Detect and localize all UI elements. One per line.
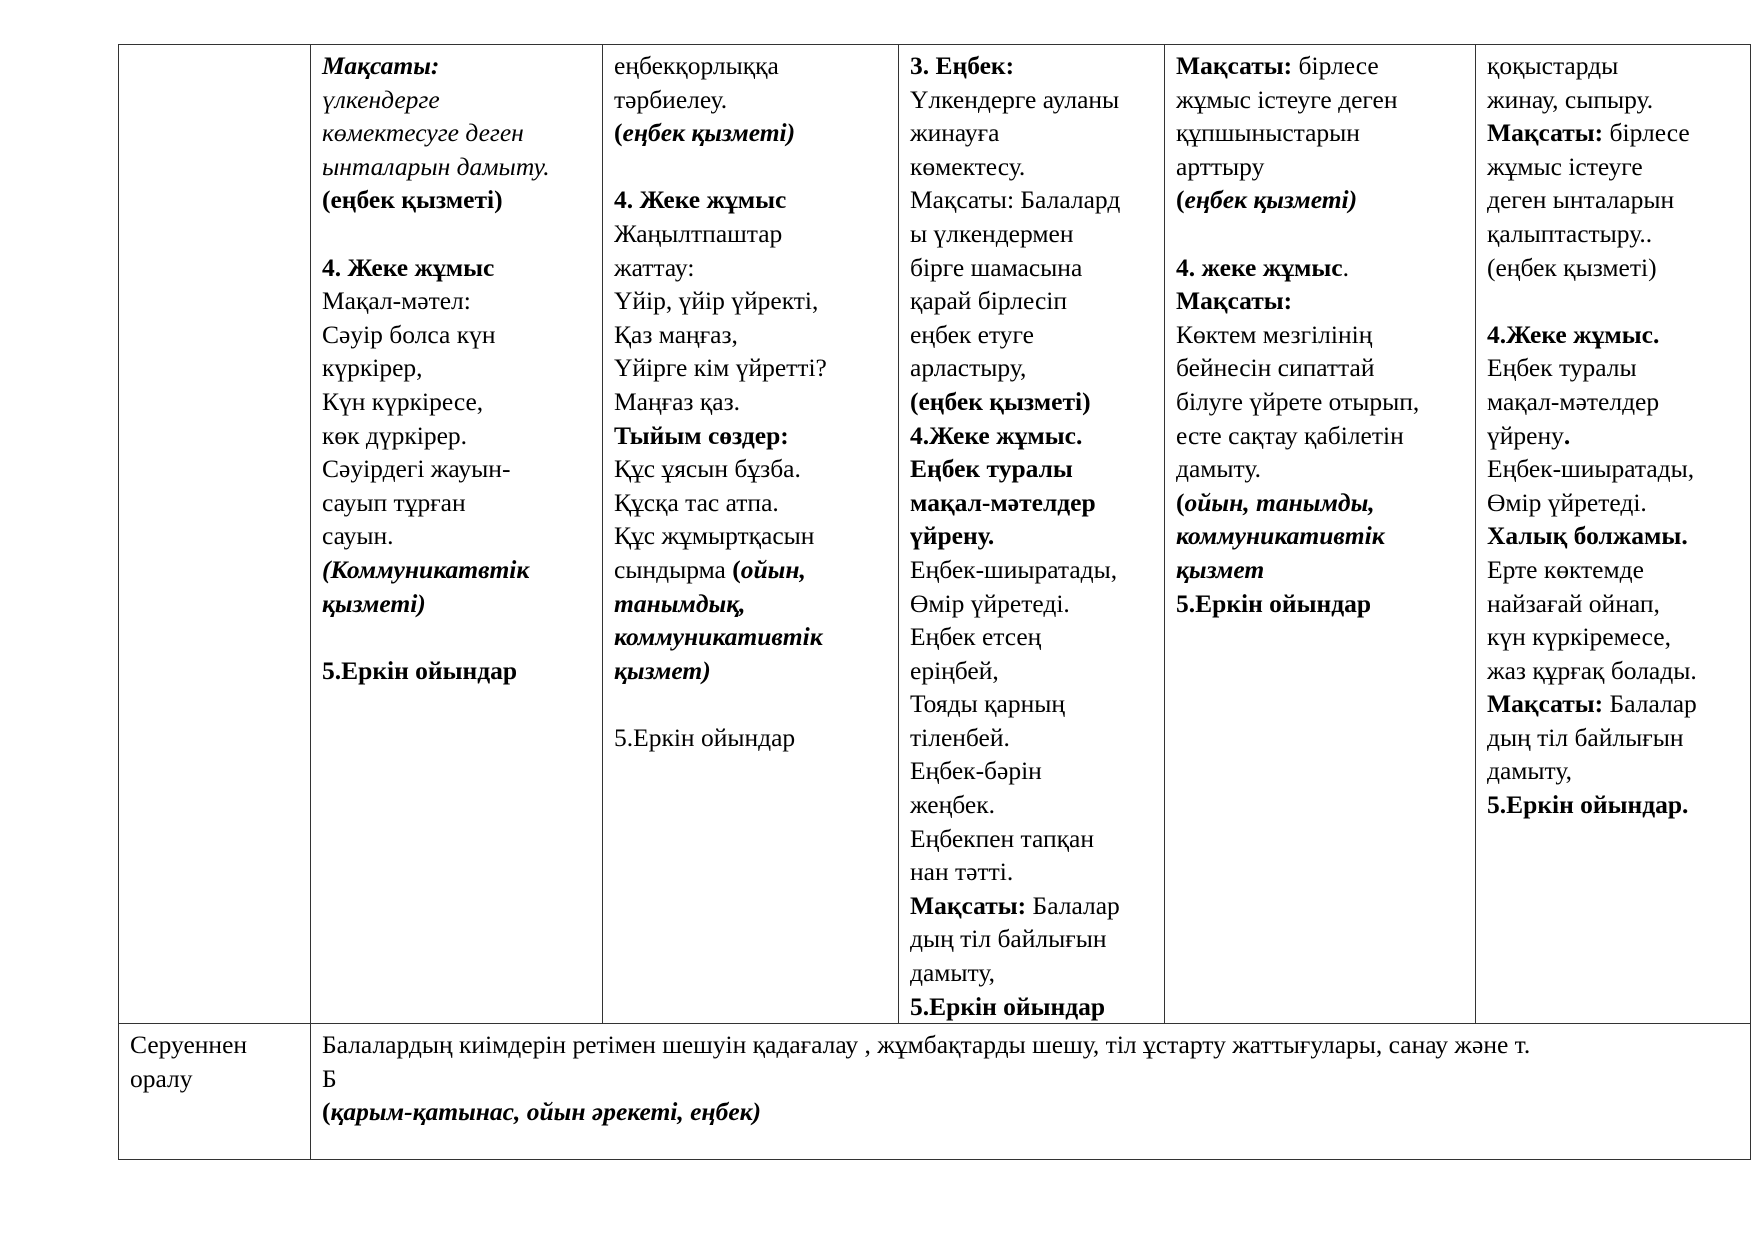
text-line [910,687,1155,721]
text-run: қызметі) [322,588,426,618]
text-run: дың тіл байлығын [910,924,1107,954]
activity-cell-1 [311,45,603,1024]
text-run: Еңбек-шиыратады, [910,554,1118,584]
text-line [910,889,1155,923]
text-line [1176,519,1466,553]
text-line [322,486,593,520]
text-line [1176,284,1466,318]
text-line [322,183,593,217]
text-run: арластыру, [910,353,1027,383]
text-run: Өмір үйретеді. [910,588,1070,618]
text-line [910,284,1155,318]
text-line [910,183,1155,217]
text-run: (еңбек қызметі) [322,185,503,215]
text-line [614,486,889,520]
text-line [910,788,1155,822]
text-line [1176,83,1466,117]
text-line [322,1028,1741,1062]
text-line [1176,251,1466,285]
text-line [910,486,1155,520]
text-line [1176,318,1466,352]
text-run: Мақсаты: [1487,118,1604,148]
text-line [614,620,889,654]
row-label-line: оралу [130,1063,193,1093]
text-run: Сәуірдегі жауын- [322,454,511,484]
text-run: Еңбек-бәрін [910,756,1042,786]
text-line [1487,419,1741,453]
text-line [614,587,889,621]
text-run: қызмет [1176,554,1265,584]
text-line [614,83,889,117]
text-line [910,587,1155,621]
text-line [910,83,1155,117]
text-run: қарай бірлесіп [910,286,1067,316]
text-line [322,49,593,83]
activity-cell-2 [603,45,899,1024]
text-line [614,251,889,285]
text-run: жаттау: [614,252,695,282]
text-run: қарым-қатынас, ойын әрекеті, еңбек) [330,1097,762,1127]
text-run: Еңбек етсең [910,622,1042,652]
text-line [1176,150,1466,184]
text-line [322,654,593,688]
text-run: Еңбек туралы [910,454,1073,484]
text-line [910,654,1155,688]
return-from-walk-content-cell [311,1024,1751,1160]
text-run: үлкендерге [322,84,440,114]
text-run: күркірер, [322,353,423,383]
text-run: Мақсаты: [322,51,440,80]
text-run: Құсқа тас атпа. [614,487,779,517]
text-run: Мақсаты: [1176,286,1293,316]
text-line [1176,486,1466,520]
text-run: ойын, [740,554,806,584]
text-line [1487,150,1741,184]
text-run: Еңбек-шиыратады, [1487,454,1695,484]
text-line [322,553,593,587]
text-line [910,721,1155,755]
text-run: (еңбек қызметі) [910,386,1091,416]
text-run: нан тәтті. [910,857,1014,887]
text-line [1176,452,1466,486]
text-run: қалыптастыру.. [1487,218,1653,248]
text-run: Б [322,1063,337,1093]
text-line [1487,217,1741,251]
row-label-line: Серуеннен [130,1030,248,1060]
text-run: тіленбей. [910,722,1010,752]
text-run: . [1342,252,1349,282]
text-run: Үйірге кім үйретті? [614,353,827,383]
text-line [614,553,889,587]
text-line [1487,754,1741,788]
text-line [614,217,889,251]
text-line [910,990,1155,1024]
text-run: бірге шамасына [910,252,1083,282]
text-run: 4. Жеке жұмыс [614,185,787,215]
text-run: 5.Еркін ойындар [1176,588,1372,618]
text-run: білуге үйрете отырып, [1176,386,1420,416]
text-run: Мақсаты: [1487,689,1604,719]
text-run: ойын, танымды, [1184,487,1375,517]
text-line [614,452,889,486]
text-run: мақал-мәтелдер [910,487,1096,517]
text-run: коммуникативтік [614,622,823,652]
text-line [322,587,593,621]
text-run: арттыру [1176,151,1265,181]
text-run: Балалар [1026,890,1120,920]
text-run: ( [1176,185,1185,215]
text-line [322,217,593,251]
text-run: (еңбек қызметі) [1487,252,1657,282]
text-run: Мақсаты: [910,890,1027,920]
text-run: 3. Еңбек: [910,51,1015,80]
text-run: құпшыныстарын [1176,118,1360,148]
activity-cell-3 [899,45,1165,1024]
text-line [910,855,1155,889]
row-label-cell-empty [119,45,311,1024]
text-line [910,519,1155,553]
text-line [322,452,593,486]
text-line [614,49,889,83]
text-line [614,519,889,553]
text-line [1176,385,1466,419]
text-run: ы үлкендермен [910,218,1074,248]
text-run: 5.Еркін ойындар [322,655,518,685]
text-line [322,385,593,419]
text-line [1176,419,1466,453]
table-row-activities [119,45,1751,1024]
text-line [1176,553,1466,587]
text-run: үйрену. [910,521,995,551]
text-line [1487,284,1741,318]
text-run: Мақсаты: Балалард [910,185,1121,215]
text-line [322,251,593,285]
text-run: коммуникативтік [1176,521,1385,551]
text-run: Тыйым сөздер: [614,420,789,450]
text-line [614,116,889,150]
text-run: Еңбек туралы [1487,353,1637,383]
text-run: көмектесу. [910,151,1026,181]
text-run: Мақал-мәтел: [322,286,471,316]
text-run: Көктем мезгілінің [1176,319,1373,349]
text-run: танымдық, [614,588,746,618]
text-line [1487,385,1741,419]
text-run: ( [1176,487,1185,517]
text-run: Сәуір болса күн [322,319,496,349]
row-label-cell-return [119,1024,311,1160]
text-line [1176,49,1466,83]
text-line [910,217,1155,251]
text-line [614,687,889,721]
text-line [910,419,1155,453]
text-line [1487,116,1741,150]
text-line [1487,654,1741,688]
text-run: еңбек етуге [910,319,1035,349]
text-line [614,284,889,318]
text-run: жұмыс істеуге [1487,151,1643,181]
text-line [910,822,1155,856]
text-line [1487,49,1741,83]
text-line [910,754,1155,788]
text-line [1487,183,1741,217]
text-line [910,49,1155,83]
text-line [614,419,889,453]
text-line [322,1062,1741,1096]
text-run: деген ынталарын [1487,185,1675,215]
text-run: ( [614,118,623,148]
text-line [1487,620,1741,654]
text-run: күн күркіремесе, [1487,622,1672,652]
text-line [322,83,593,117]
text-run: Балалардың киімдерін ретімен шешуін қадағалау , жұмбақтарды шешу, тіл ұстарту жаттығулары, санау және т. [322,1030,1531,1060]
text-run: қызмет) [614,655,711,685]
text-run: көмектесуге деген [322,118,524,148]
text-line [910,318,1155,352]
text-run: Маңғаз қаз. [614,386,741,416]
text-line [1487,721,1741,755]
text-run: сауып тұрған [322,487,466,517]
text-run: жинау, сыпыру. [1487,84,1654,114]
text-line [1487,318,1741,352]
text-run: дамыту, [910,958,995,988]
text-run: Үлкендерге ауланы [910,84,1120,114]
text-line [1487,687,1741,721]
text-run: 5.Еркін ойындар. [1487,790,1689,820]
text-line [910,452,1155,486]
text-run: бірлесе [1292,51,1379,80]
text-line [1487,83,1741,117]
text-run: Құс жұмыртқасын [614,521,815,551]
text-run: Мақсаты: [1176,51,1293,80]
text-line [614,385,889,419]
text-line [1487,251,1741,285]
text-line [614,183,889,217]
text-run: Күн күркіресе, [322,386,484,416]
text-run: ( [322,1097,331,1127]
text-run: (Коммуникатвтік [322,554,530,584]
text-run: есте сақтау қабілетін [1176,420,1404,450]
text-run: Құс ұясын бұзба. [614,454,801,484]
text-line [910,150,1155,184]
text-run: Балалар [1603,689,1697,719]
text-run: . [1563,420,1571,450]
text-run: жеңбек. [910,790,995,820]
text-run: жаз құрғақ болады. [1487,655,1697,685]
text-line [1487,587,1741,621]
text-line [1176,351,1466,385]
text-run: 4. Жеке жұмыс [322,252,495,282]
text-line [1487,788,1741,822]
text-run: дамыту, [1487,756,1572,786]
text-run: еңбек қызметі) [622,118,796,148]
text-run: дамыту. [1176,454,1261,484]
text-line [614,351,889,385]
text-line [322,419,593,453]
text-run: үйрену [1487,420,1564,450]
text-run: ( [732,554,741,584]
activity-cell-5 [1476,45,1751,1024]
text-run: сауын. [322,521,394,551]
text-run: еріңбей, [910,655,999,685]
text-line [910,922,1155,956]
text-line [910,351,1155,385]
text-run: Халық болжамы. [1487,521,1688,551]
text-run: еңбек қызметі) [1184,185,1358,215]
text-line [910,251,1155,285]
text-line [910,620,1155,654]
text-run: қоқыстарды [1487,51,1619,80]
text-line [1487,452,1741,486]
text-run: 5.Еркін ойындар [614,722,796,752]
text-line [1487,519,1741,553]
text-line [322,1095,1741,1129]
text-run: көк дүркірер. [322,420,468,450]
text-line [910,116,1155,150]
text-run: дың тіл байлығын [1487,722,1684,752]
text-line [614,150,889,184]
text-run: ынталарын дамыту. [322,151,550,181]
text-line [1487,553,1741,587]
text-line [910,956,1155,990]
text-run: Еңбекпен тапқан [910,823,1094,853]
text-line [322,519,593,553]
text-run: Тояды қарның [910,689,1066,719]
text-line [1176,217,1466,251]
activity-cell-4 [1165,45,1476,1024]
text-run: Ерте көктемде [1487,554,1644,584]
text-line [910,385,1155,419]
text-run: Жаңылтпаштар [614,218,783,248]
text-line [322,284,593,318]
text-line [614,654,889,688]
text-line [322,318,593,352]
text-line [614,721,889,755]
text-run: жинауға [910,118,1000,148]
text-run: бірлесе [1603,118,1690,148]
text-line [1176,587,1466,621]
activity-plan-table [118,44,1751,1160]
table-row-return-from-walk [119,1024,1751,1160]
text-run: тәрбиелеу. [614,84,728,114]
text-line [322,116,593,150]
text-run: 4. жеке жұмыс [1176,252,1343,282]
text-line [1176,183,1466,217]
text-line [322,150,593,184]
text-line [1176,116,1466,150]
text-line [614,318,889,352]
text-line [910,553,1155,587]
text-line [322,620,593,654]
text-run: 4.Жеке жұмыс. [1487,319,1660,349]
text-line [1487,351,1741,385]
text-run: 5.Еркін ойындар [910,991,1106,1021]
text-run: еңбекқорлыққа [614,51,779,80]
text-run: Өмір үйретеді. [1487,487,1647,517]
text-run: найзағай ойнап, [1487,588,1660,618]
text-run: сындырма [614,554,733,584]
text-run: жұмыс істеуге деген [1176,84,1398,114]
text-line [322,351,593,385]
text-run: бейнесін сипаттай [1176,353,1375,383]
text-run: Үйір, үйір үйректі, [614,286,819,316]
text-line [1487,486,1741,520]
text-run: 4.Жеке жұмыс. [910,420,1083,450]
text-run: Қаз маңғаз, [614,319,738,349]
text-run: мақал-мәтелдер [1487,386,1660,416]
